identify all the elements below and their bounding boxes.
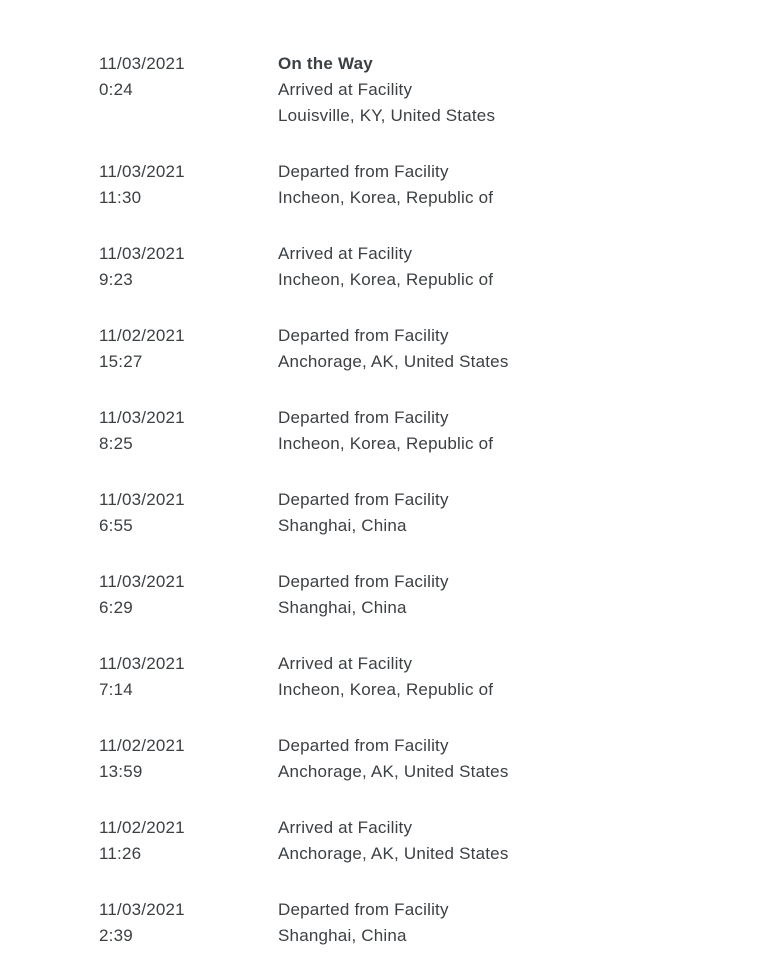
event-time: 6:55 xyxy=(99,516,133,535)
event-date: 11/03/2021 xyxy=(99,490,185,509)
tracking-event-row xyxy=(99,159,774,211)
event-location: Anchorage, AK, United States xyxy=(278,352,509,371)
tracking-event-row xyxy=(99,487,774,539)
event-location: Incheon, Korea, Republic of xyxy=(278,188,494,207)
event-datetime xyxy=(99,651,278,703)
event-location: Louisville, KY, United States xyxy=(278,106,496,125)
tracking-event-row xyxy=(99,51,774,129)
event-datetime xyxy=(99,405,278,457)
event-datetime xyxy=(99,51,278,129)
event-details xyxy=(278,815,774,867)
tracking-event-row xyxy=(99,405,774,457)
event-date: 11/03/2021 xyxy=(99,408,185,427)
event-date: 11/03/2021 xyxy=(99,572,185,591)
event-date: 11/03/2021 xyxy=(99,54,185,73)
event-datetime xyxy=(99,569,278,621)
event-time: 6:29 xyxy=(99,598,133,617)
event-location: Anchorage, AK, United States xyxy=(278,844,509,863)
event-date: 11/03/2021 xyxy=(99,654,185,673)
event-details xyxy=(278,51,774,129)
event-date: 11/03/2021 xyxy=(99,900,185,919)
event-details xyxy=(278,897,774,949)
event-time: 2:39 xyxy=(99,926,133,945)
tracking-event-row xyxy=(99,897,774,949)
event-status: Departed from Facility xyxy=(278,162,449,181)
event-status: Arrived at Facility xyxy=(278,80,413,99)
event-datetime xyxy=(99,897,278,949)
event-details xyxy=(278,159,774,211)
event-status: Arrived at Facility xyxy=(278,818,413,837)
event-status: Departed from Facility xyxy=(278,572,449,591)
event-date: 11/03/2021 xyxy=(99,162,185,181)
event-details xyxy=(278,323,774,375)
tracking-event-row xyxy=(99,569,774,621)
event-time: 15:27 xyxy=(99,352,143,371)
event-time: 11:30 xyxy=(99,188,142,207)
event-date: 11/02/2021 xyxy=(99,326,185,345)
event-location: Shanghai, China xyxy=(278,926,407,945)
tracking-event-row xyxy=(99,241,774,293)
event-date: 11/02/2021 xyxy=(99,818,185,837)
event-time: 0:24 xyxy=(99,80,133,99)
event-status-header: On the Way xyxy=(278,54,373,73)
event-details xyxy=(278,733,774,785)
event-status: Departed from Facility xyxy=(278,900,449,919)
event-location: Incheon, Korea, Republic of xyxy=(278,680,494,699)
event-details xyxy=(278,569,774,621)
tracking-event-row xyxy=(99,733,774,785)
event-details xyxy=(278,487,774,539)
event-location: Shanghai, China xyxy=(278,598,407,617)
event-status: Arrived at Facility xyxy=(278,244,413,263)
event-datetime xyxy=(99,159,278,211)
event-datetime xyxy=(99,323,278,375)
event-datetime xyxy=(99,487,278,539)
event-time: 9:23 xyxy=(99,270,133,289)
event-time: 8:25 xyxy=(99,434,133,453)
event-status: Departed from Facility xyxy=(278,408,449,427)
event-location: Anchorage, AK, United States xyxy=(278,762,509,781)
tracking-event-row xyxy=(99,651,774,703)
tracking-event-row xyxy=(99,323,774,375)
event-details xyxy=(278,651,774,703)
event-status: Departed from Facility xyxy=(278,736,449,755)
event-status: Arrived at Facility xyxy=(278,654,413,673)
event-details xyxy=(278,405,774,457)
event-datetime xyxy=(99,241,278,293)
event-time: 11:26 xyxy=(99,844,142,863)
event-status: Departed from Facility xyxy=(278,326,449,345)
tracking-event-row xyxy=(99,815,774,867)
event-date: 11/02/2021 xyxy=(99,736,185,755)
event-datetime xyxy=(99,733,278,785)
event-status: Departed from Facility xyxy=(278,490,449,509)
event-datetime xyxy=(99,815,278,867)
event-details xyxy=(278,241,774,293)
event-location: Shanghai, China xyxy=(278,516,407,535)
event-location: Incheon, Korea, Republic of xyxy=(278,270,494,289)
event-date: 11/03/2021 xyxy=(99,244,185,263)
event-time: 13:59 xyxy=(99,762,143,781)
event-location: Incheon, Korea, Republic of xyxy=(278,434,494,453)
event-time: 7:14 xyxy=(99,680,133,699)
